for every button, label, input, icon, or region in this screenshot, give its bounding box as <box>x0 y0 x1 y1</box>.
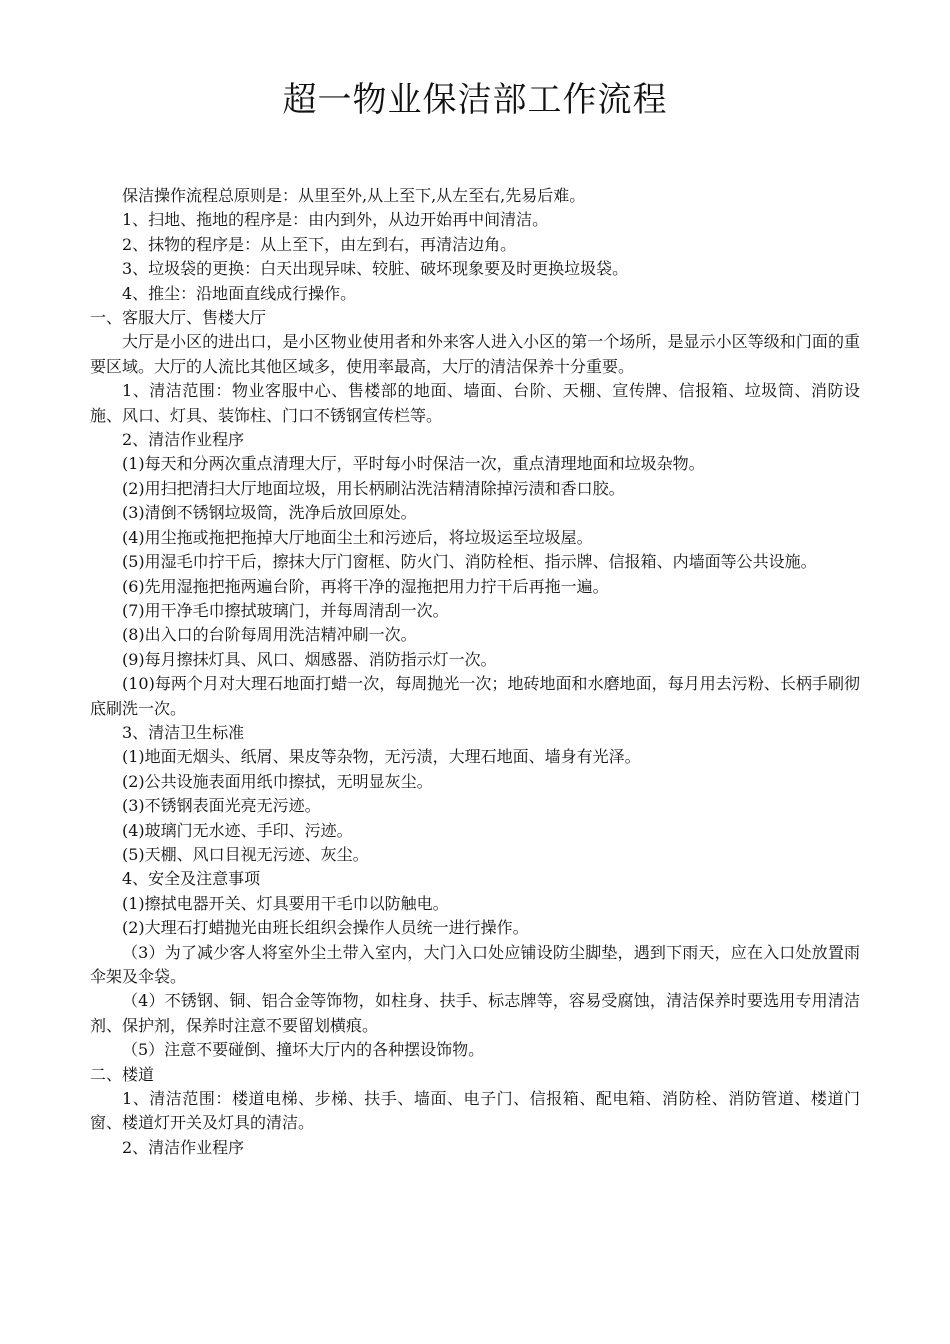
body-paragraph: （4）不锈钢、铜、铝合金等饰物，如柱身、扶手、标志牌等，容易受腐蚀，清洁保养时要选用专用清洁剂、保护剂，保养时注意不要留划横痕。 <box>90 991 860 1035</box>
body-paragraph: (1)擦拭电器开关、灯具要用干毛巾以防触电。 <box>122 893 449 913</box>
document-title: 超一物业保洁部工作流程 <box>282 80 668 120</box>
body-paragraph: (5)用湿毛巾拧干后，擦抹大厅门窗框、防火门、消防栓柜、指示牌、信报箱、内墙面等公共设施。 <box>122 552 817 572</box>
body-paragraph: (6)先用湿拖把拖两遍台阶，再将干净的湿拖把用力拧干后再拖一遍。 <box>122 576 609 596</box>
body-paragraph: 2、清洁作业程序 <box>122 1137 245 1157</box>
body-paragraph: （3）为了减少客人将室外尘土带入室内，大门入口处应铺设防尘脚垫，遇到下雨天，应在入口处放置雨伞架及伞袋。 <box>90 942 860 986</box>
body-paragraph: 4、推尘：沿地面直线成行操作。 <box>122 283 357 303</box>
body-paragraph: (10)每两个月对大理石地面打蜡一次，每周抛光一次；地砖地面和水磨地面，每月用去污粉、长柄手刷彻底刷洗一次。 <box>90 674 860 718</box>
body-paragraph: 保洁操作流程总原则是：从里至外,从上至下,从左至右,先易后难。 <box>122 186 586 205</box>
body-paragraph: (4)用尘拖或拖把拖掉大厅地面尘土和污迹后，将垃圾运至垃圾屋。 <box>122 527 593 547</box>
body-paragraph: （5）注意不要碰倒、撞坏大厅内的各种摆设饰物。 <box>122 1040 485 1060</box>
body-paragraph: (5)天棚、风口目视无污迹、灰尘。 <box>122 844 369 864</box>
body-paragraph: (1)地面无烟头、纸屑、果皮等杂物，无污渍，大理石地面、墙身有光泽。 <box>122 747 641 767</box>
body-paragraph: 2、抹物的程序是：从上至下，由左到右，再清洁边角。 <box>122 234 517 254</box>
body-paragraph: (2)公共设施表面用纸巾擦拭，无明显灰尘。 <box>122 771 433 791</box>
body-paragraph: 3、垃圾袋的更换：白天出现异味、较脏、破坏现象要及时更换垃圾袋。 <box>122 259 629 279</box>
body-paragraph: (2)大理石打蜡抛光由班长组织会操作人员统一进行操作。 <box>122 918 529 938</box>
body-paragraph: (8)出入口的台阶每周用洗洁精冲刷一次。 <box>122 625 417 645</box>
body-paragraph: 1、清洁范围：物业客服中心、售楼部的地面、墙面、台阶、天棚、宣传牌、信报箱、垃圾筒、消防设施、风口、灯具、装饰柱、门口不锈钢宣传栏等。 <box>90 381 860 425</box>
body-paragraph: 2、清洁作业程序 <box>122 430 245 450</box>
section-heading: 二、楼道 <box>90 1064 155 1084</box>
body-paragraph: 1、扫地、拖地的程序是：由内到外，从边开始再中间清洁。 <box>122 210 549 230</box>
body-paragraph: 大厅是小区的进出口，是小区物业使用者和外来客人进入小区的第一个场所，是显示小区等级和门面的重要区域。大厅的人流比其他区域多，使用率最高，大厅的清洁保养十分重要。 <box>90 332 860 376</box>
body-paragraph: (3)清倒不锈钢垃圾筒，洗净后放回原处。 <box>122 503 417 523</box>
body-paragraph: (4)玻璃门无水迹、手印、污迹。 <box>122 820 353 840</box>
section-heading: 一、客服大厅、售楼大厅 <box>90 308 267 328</box>
body-paragraph: 1、清洁范围：楼道电梯、步梯、扶手、墙面、电子门、信报箱、配电箱、消防栓、消防管道、楼道门窗、楼道灯开关及灯具的清洁。 <box>90 1089 860 1133</box>
body-paragraph: (2)用扫把清扫大厅地面垃圾，用长柄刷沾洗洁精清除掉污渍和香口胶。 <box>122 478 625 498</box>
body-paragraph: (3)不锈钢表面光亮无污迹。 <box>122 796 321 816</box>
body-paragraph: 3、清洁卫生标准 <box>122 722 245 742</box>
body-paragraph: (9)每月擦抹灯具、风口、烟感器、消防指示灯一次。 <box>122 649 497 669</box>
body-paragraph: 4、安全及注意事项 <box>122 869 261 889</box>
body-paragraph: (1)每天和分两次重点清理大厅，平时每小时保洁一次，重点清理地面和垃圾杂物。 <box>122 454 705 474</box>
body-paragraph: (7)用干净毛巾擦拭玻璃门，并每周清刮一次。 <box>122 600 449 620</box>
document-body <box>90 184 860 1160</box>
